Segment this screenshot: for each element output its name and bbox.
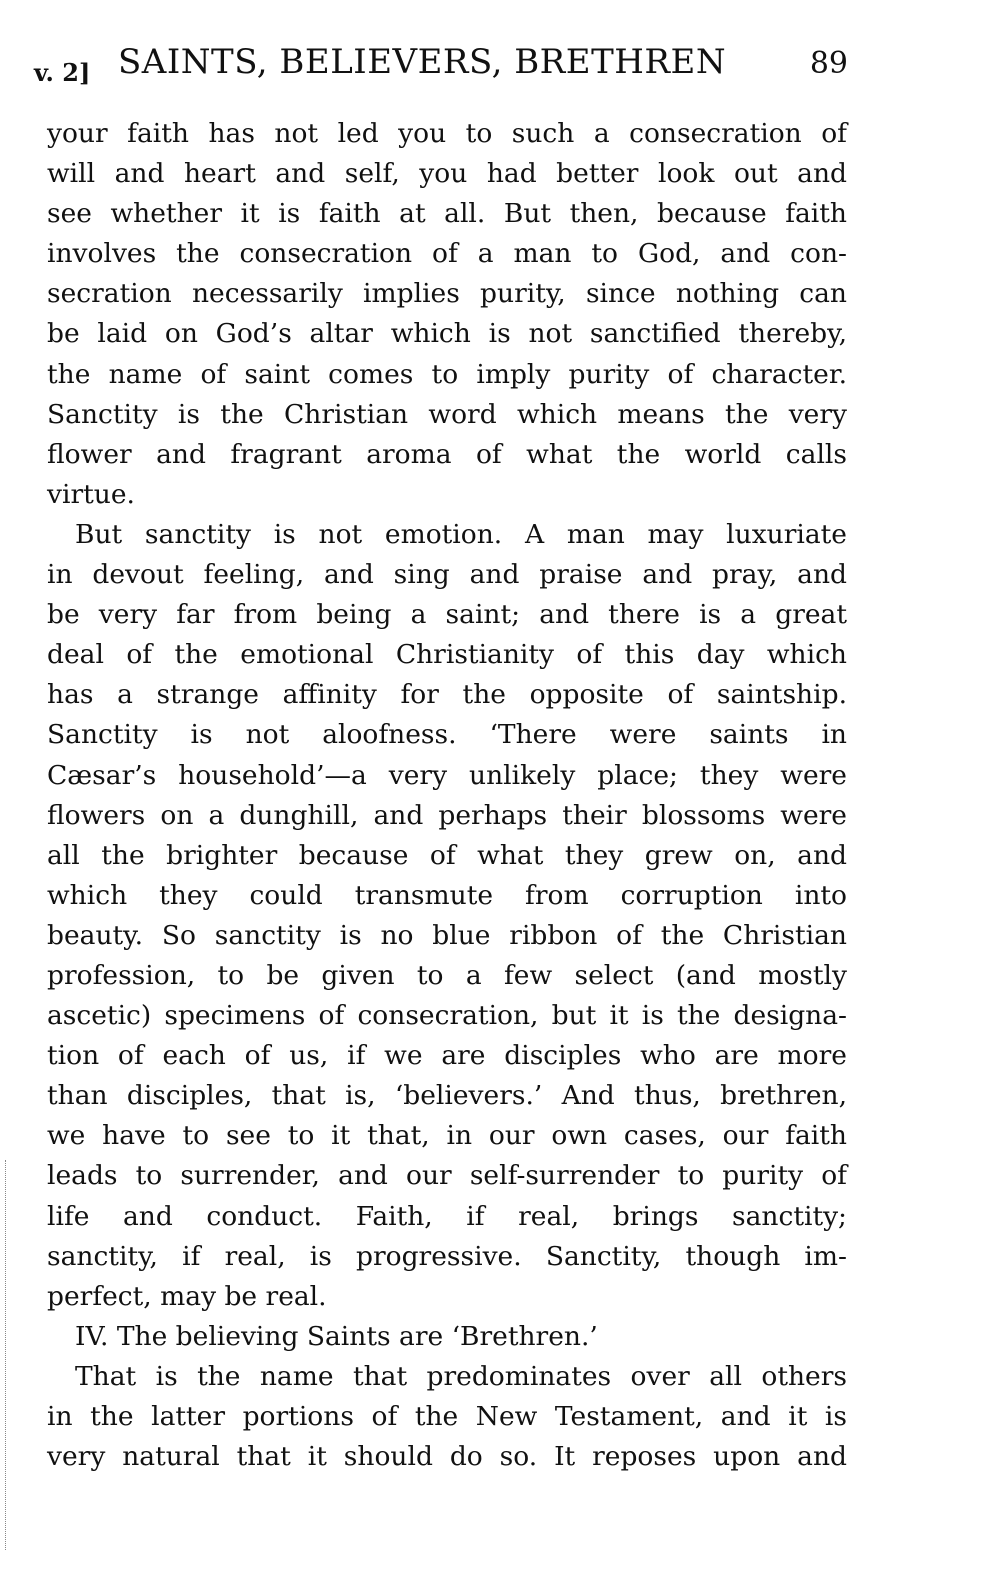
text-line: ascetic) specimens of consecration, but it is the designa-: [47, 1000, 847, 1032]
text-line: very natural that it should do so. It reposes upon and: [47, 1441, 847, 1473]
text-line: Cæsar’s household’—a very unlikely place; they were: [47, 759, 847, 791]
text-line: sanctity, if real, is progressive. Sanctity, though im-: [47, 1240, 847, 1272]
text-line: your faith has not led you to such a consecration of: [47, 118, 847, 149]
text-line: life and conduct. Faith, if real, brings sanctity;: [47, 1200, 847, 1232]
text-line: in devout feeling, and sing and praise and pray, and: [47, 559, 847, 591]
text-line: deal of the emotional Christianity of this day which: [47, 639, 847, 671]
text-line: Sanctity is not aloofness. ‘There were saints in: [47, 719, 847, 751]
running-title: SAINTS, BELIEVERS, BRETHREN: [118, 42, 727, 82]
text-line: the name of saint comes to imply purity of character.: [47, 358, 847, 390]
margin-rule: [5, 1160, 7, 1550]
section-heading: IV. The believing Saints are ‘Brethren.’: [75, 1320, 598, 1352]
text-line: be laid on God’s altar which is not sanctified thereby,: [47, 318, 847, 350]
text-line: than disciples, that is, ‘believers.’ And thus, brethren,: [47, 1080, 847, 1112]
text-line: flowers on a dunghill, and perhaps their blossoms were: [47, 799, 847, 831]
text-line: tion of each of us, if we are disciples who are more: [47, 1040, 847, 1072]
text-line: perfect, may be real.: [47, 1280, 327, 1312]
text-line: involves the consecration of a man to God, and con-: [47, 238, 847, 270]
text-line: flower and fragrant aroma of what the world calls: [47, 438, 847, 470]
text-line: see whether it is faith at all. But then, because faith: [47, 198, 847, 230]
text-line: which they could transmute from corruption into: [47, 879, 847, 911]
text-line: Sanctity is the Christian word which means the very: [47, 398, 847, 430]
text-line: has a strange affinity for the opposite of saintship.: [47, 679, 847, 711]
running-header: [34, 42, 850, 94]
text-line: we have to see to it that, in our own cases, our faith: [47, 1120, 847, 1152]
chapter-verse-ref: v. 2]: [34, 58, 91, 87]
text-line: profession, to be given to a few select (and mostly: [47, 959, 847, 991]
text-line: virtue.: [47, 478, 135, 510]
text-line: will and heart and self, you had better look out and: [47, 158, 847, 190]
body-text: [47, 114, 847, 1477]
text-line: secration necessarily implies purity, since nothing can: [47, 278, 847, 310]
text-line: all the brighter because of what they grew on, and: [47, 839, 847, 871]
text-line: leads to surrender, and our self-surrender to purity of: [47, 1160, 847, 1192]
paragraph-start: That is the name that predominates over all others: [75, 1360, 847, 1392]
text-line: beauty. So sanctity is no blue ribbon of the Christian: [47, 919, 847, 951]
text-line: be very far from being a saint; and there is a great: [47, 599, 847, 631]
text-line: in the latter portions of the New Testament, and it is: [47, 1401, 847, 1432]
page-number: 89: [809, 46, 848, 81]
paragraph-start: But sanctity is not emotion. A man may luxuriate: [75, 518, 847, 550]
